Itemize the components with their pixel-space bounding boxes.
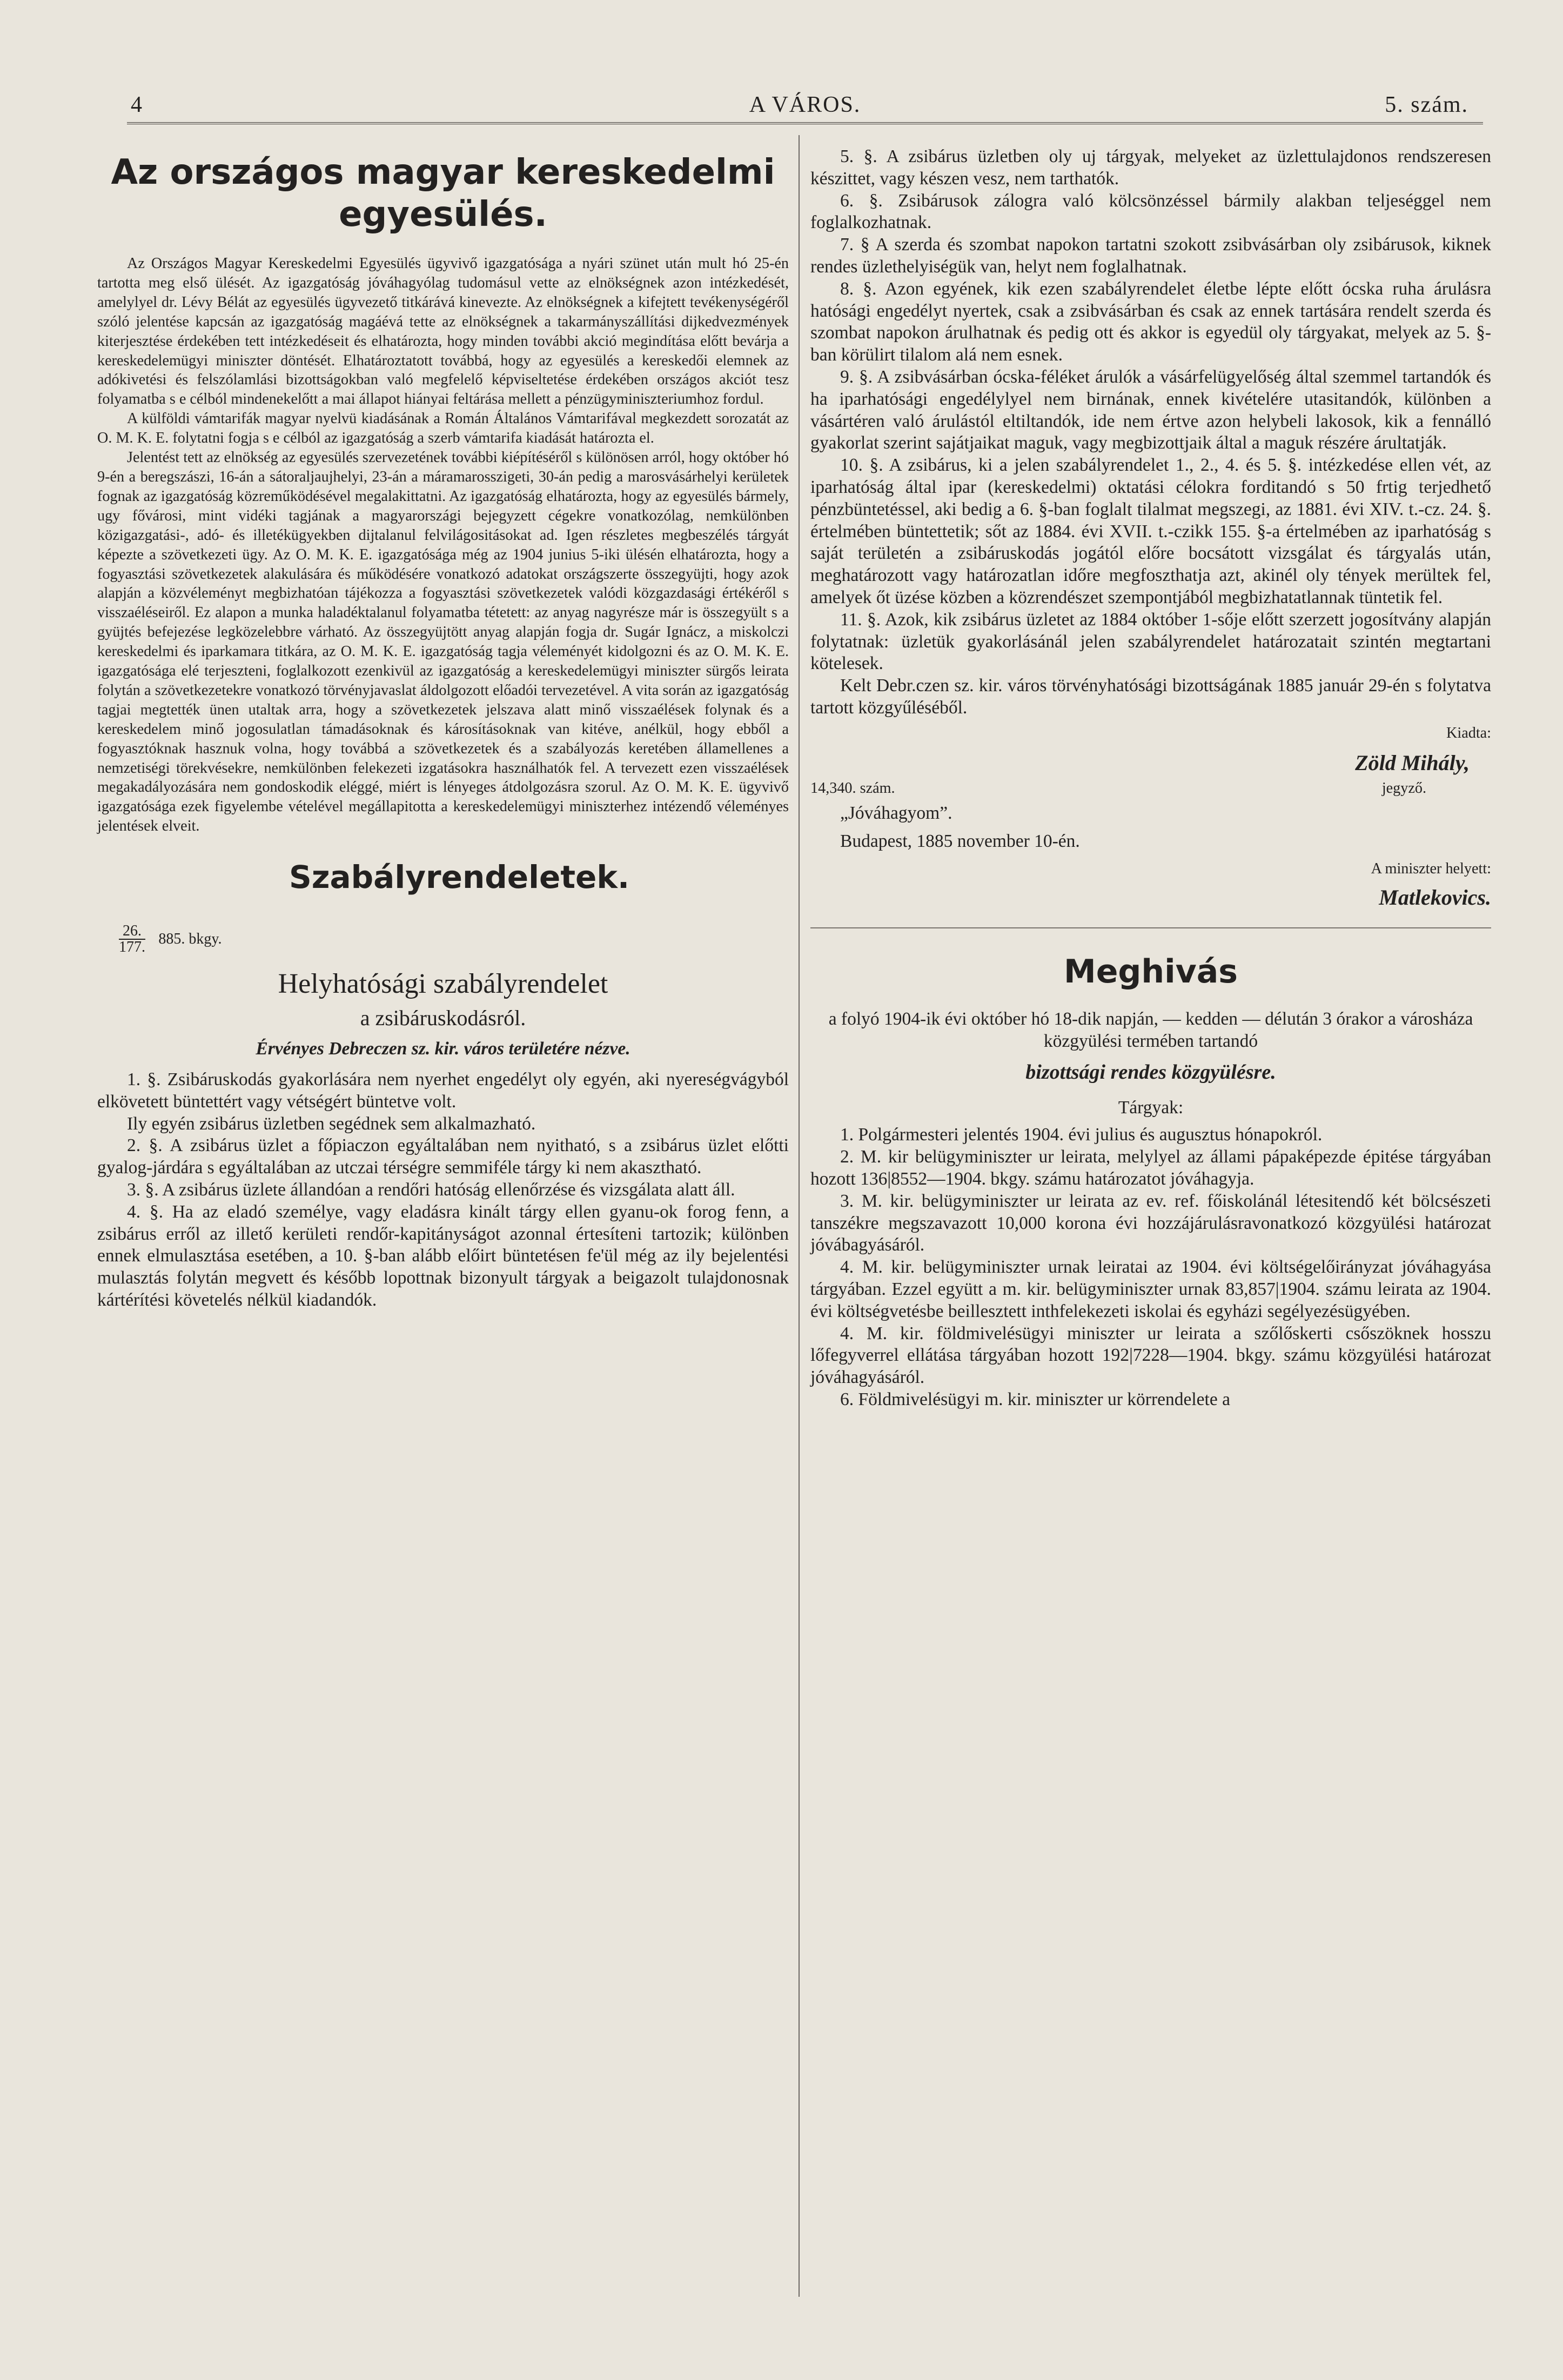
agenda-item: 6. Földmivelésügyi m. kir. miniszter ur körrendelete a bbox=[840, 1389, 1230, 1409]
minister-name: Matlekovics. bbox=[1379, 885, 1491, 910]
agenda-item: 1. Polgármesteri jelentés 1904. évi julius és augusztus hónapokról. bbox=[840, 1125, 1323, 1145]
regulation-paragraph: 6. §. Zsibárusok zálogra való kölcsönzéssel bármily alakban teljeséggel nem foglalkozhatnak. bbox=[810, 190, 1491, 233]
agenda-list bbox=[810, 1124, 1491, 1410]
regulation-paragraph: 1. §. Zsibáruskodás gyakorlására nem nyerhet engedélyt oly egyén, aki nyereségvágyból elkövetett büntettért vagy vétségért büntetve volt. bbox=[97, 1069, 789, 1112]
regulation-continuation bbox=[810, 146, 1491, 719]
regulation-paragraph: 4. §. Ha az eladó személye, vagy eladásra kinált tárgy ellen gyanu-ok forog fenn, a zsibárus erről az illető kerületi rendőr-kapitányságot azonnal értesíteni tartozik; különben ennek elmulasztása esetében, a 10. §-ban alább előirt büntetésen fe'ül még az ily bejelentési mulasztás folytán megvett és később lopottnak bizonyult tárgyak a beigazolt tulajdonosnak kártérítési követelés nélkül kiadandók. bbox=[97, 1201, 789, 1310]
page-number: 4 bbox=[131, 92, 143, 117]
regulation-paragraph: 5. §. A zsibárus üzletben oly uj tárgyak, melyeket az üzlettulajdonos rendszeresen készittet, vagy készen vesz, nem tarthatók. bbox=[810, 146, 1491, 189]
regulation-validity: Érvényes Debreczen sz. kir. város területére nézve. bbox=[256, 1039, 630, 1059]
issue-number: 5. szám. bbox=[1385, 92, 1468, 117]
article-title-kereskedelmi: Az országos magyar kereskedelmi egyesülés. bbox=[111, 152, 775, 235]
invitation-meeting: bizottsági rendes közgyülésre. bbox=[1025, 1060, 1276, 1084]
approval-number: 14,340. szám. bbox=[810, 779, 895, 797]
reference-text: 885. bkgy. bbox=[158, 930, 222, 947]
section-rule bbox=[810, 927, 1491, 928]
regulation-title: Helyhatósági szabályrendelet bbox=[278, 968, 608, 1000]
regulation-paragraph: 10. §. A zsibárus, ki a jelen szabályrendelet 1., 2., 4. és 5. §. intézkedése ellen vét, az iparhatóság által ipar (kereskedelmi) oktatási célokra forditandó s 50 frtig terjedhető pénzbüntetéssel, aki bedig a 6. §-ban foglalt tilalmat megszegi, az 1881. évi XIV. t.-cz. 24. §. értelmében büntettetik; sőt az 1884. évi XVII. t.-czikk 155. §-a értelmében az iparhatóság s saját területén a zsibáruskodás jogától előre bocsátott vizsgálat és tárgyalás után, meghatározott vagy határozatlan időre megfoszthatja azt, akinél oly tények merültek fel, amelyek őt üzése közben a közrendészet szempontjából megbizhatatlannak tüntetik fel. bbox=[810, 455, 1491, 607]
column-divider bbox=[799, 135, 800, 2297]
minister-label: A miniszter helyett: bbox=[1371, 860, 1491, 878]
agenda-item: 3. M. kir. belügyminiszter ur leirata az ev. ref. főiskolánál létesitendő két bölcsészeti tanszékre megszavazott 10,000 korona évi hozzájárulásravonatkozó közgyülési határozat jóvábagyásáról. bbox=[810, 1191, 1491, 1255]
section-title-szabalyrendeletek: Szabályrendeletek. bbox=[289, 859, 629, 896]
regulation-paragraph: 2. §. A zsibárus üzlet a főpiaczon egyáltalában nem nyitható, s a zsibárus üzlet előtti gyalog-járdára s egyáltalában az utczai térségre semmiféle tárgy ki nem akasztható. bbox=[97, 1135, 789, 1178]
article-paragraph: Jelentést tett az elnökség az egyesülés szervezetének további kiépítéséről s különösen arról, hogy október hó 9-én a beregszászi, 16-án a sátoraljaujhelyi, 23-án a máramarosszigeti, 30-án pedig a marosvásárhelyi kerületek fognak az igazgatóság közreműködésével megalakittatni. Az igazgatóság elhatározta, hogy az egyesülés bármely, ugy fővárosi, mint vidéki tagjának a magyarországi bejegyzett cégekre vonatkozólag, nemkülönben közigazgatási-, adó- és illetékügyekben dijtalanul felvilágositásokat ad. Igen részletes megbeszélés tárgyát képezte a szövetkezeti ügy. Az O. M. K. E. igazgatósága még az 1904 junius 5-iki ülésén elhatározta, hogy a fogyasztási szövetkezetek alakulására és működésére vonatkozó adatokat országszerte összegyüjti, hogy azok alapján a közvéleményt megbizhatóan tájékozza a fogyasztási szövetkezetek valódi közgazdasági értékéről s visszaéléseiről. Ez alapon a munka haladéktalanul folyamatba tétetett: az anyag nagyrésze már is összegyült s a gyüjtés befejezése legközelebbre várható. Az összegyüjtött anyag alapján fogja dr. Sugár Ignácz, a miskolczi kereskedelmi és iparkamara titkára, az O. M. K. E. igazgatóság tagja véleményét kidolgozni és az O. M. K. E. igazgatósága elé terjeszteni, foglalkozott ezenkivül az igazgatóság a kereskedelemügyi miniszter sürgős leirata folytán a szövetkezetekre vonatkozó törvényjavaslat áldolgozott előadói tervezetével. A vita során az igazgatóság tagjai megtették ünen utaltak arra, hogy a szövetkezetek jelszava alatt minő visszaélések folynak és a kereskedelem minő jogosulatlan támadásoknak és károsításoknak van kitéve, anélkül, hogy ebből a fogyasztóknak hasznuk volna, hogy továbbá a szövetkezetek és a szabályozás keretében államellenes a nemzetiségi törekvésekre, nemkülönben felekezeti izgatásokra használhatók fel. A tervezett ezen visszaélések megakadályozására nem gondoskodik eléggé, miért is lényeges átdolgozásra szorul. Az O. M. K. E. ügyvivő igazgatósága ezek figyelembe vételével megállapitotta a kereskedelemügyi miniszterhez intézendő véleményes jelentések elveit. bbox=[97, 449, 789, 835]
right-column bbox=[810, 146, 1491, 1411]
invitation-intro: a folyó 1904-ik évi október hó 18-dik napján, — kedden — délután 3 órakor a városháza közgyülési termében tartandó bbox=[828, 1009, 1473, 1051]
agenda-item: 4. M. kir. földmivelésügyi miniszter ur leirata a szőlőskerti csőszöknek hosszu lőfegyverrel ellátása tárgyában hozott 192|7228—1904. bkgy. számu közgyülési határozat jóváhagyásáról. bbox=[810, 1323, 1491, 1388]
article-body-kereskedelmi bbox=[97, 254, 789, 836]
regulation-paragraph: 11. §. Azok, kik zsibárus üzletet az 1884 október 1-sője előtt szerzett jogosítvány alapján folytatnak: üzletük gyakorlásánál jelen szabályrendelet határozatait szintén megtartani kötelesek. bbox=[810, 609, 1491, 674]
publisher-role: jegyző. bbox=[1381, 779, 1426, 797]
approval-row bbox=[810, 779, 1491, 798]
regulation-paragraph: 8. §. Azon egyének, kik ezen szabályrendelet életbe lépte előtt ócska ruha árulásra hatósági engedélyt nyertek, csak a zsibvásárban és csak az ennek tartására rendelt szerda és szombat napokon árulhatnak és pedig ott és akkor is egyedül oly tárgyakat, melyek az 5. §-ban körülirt tilalom alá nem esnek. bbox=[810, 278, 1491, 365]
regulation-paragraph: 7. § A szerda és szombat napokon tartatni szokott zsibvásárban oly zsibárusok, kiknek rendes üzlethelyiségük van, helyt nem foglalhatnak. bbox=[810, 235, 1491, 277]
approval-word: „Jóváhagyom”. bbox=[840, 803, 952, 823]
agenda-item: 2. M. kir belügyminiszter ur leirata, melylyel az állami pápaképezde épitése tárgyában hozott 136|8552—1904. bkgy. számu határozatot jóváhagyja. bbox=[810, 1147, 1491, 1189]
regulation-paragraph: 3. §. A zsibárus üzlete állandóan a rendőri hatóság ellenőrzése és vizsgálata alatt áll. bbox=[127, 1179, 735, 1200]
invitation-title: Meghivás bbox=[1064, 953, 1238, 991]
article-paragraph: Az Országos Magyar Kereskedelmi Egyesülés ügyvivő igazgatósága a nyári szünet után mult hó 25-én tartotta meg első ülését. Az igazgatóság jóváhagyólag tudomásul vette az elnökségnek azon intézkedését, amelylyel dr. Lévy Bélát az egyesülés ügyvezető titkárává kinevezte. Az elnökségnek a kifejtett tevékenységéről szóló jelentése kapcsán az igazgatóság magáévá tette az elnökségnek a takarmányszállítási dijkedvezmények kiterjesztése érdekében tett intézkedéseit és elhatározta, hogy minden további akció megindítása előtt bevárja a kereskedelemügyi miniszter döntését. Elhatároztatott továbbá, hogy az egyesülés a kereskedői elemnek az adókivetési és felszólamlási bizottságokban való megfelelő képviseltetése érdekében országos akciót tesz folyamatba s e célból mindenekelőtt a mai állapot hiányai feltárása mellett a pénzügyminiszteriumhoz fordul. bbox=[97, 255, 789, 408]
approval-place-date: Budapest, 1885 november 10-én. bbox=[840, 831, 1080, 852]
reference-fraction: $\frac{26.}{177.}$ bbox=[119, 922, 145, 956]
journal-title: A VÁROS. bbox=[749, 92, 861, 117]
article-paragraph: A külföldi vámtarifák magyar nyelvü kiadásának a Román Általános Vámtarifával megkezdett sorozatát az O. M. K. E. folytatni fogja s e célból az igazgatóság a szerb vámtarifa kiadását határozta el. bbox=[97, 410, 789, 447]
subjects-label: Tárgyak: bbox=[1118, 1097, 1184, 1118]
publisher-label: Kiadta: bbox=[1446, 724, 1491, 741]
regulation-paragraph: Kelt Debr.czen sz. kir. város törvényhatósági bizottságának 1885 január 29-én s folytatva tartott közgyűléséből. bbox=[810, 676, 1491, 718]
reference-number bbox=[119, 924, 789, 955]
left-column bbox=[97, 146, 789, 1312]
regulation-subtitle: a zsibáruskodásról. bbox=[360, 1006, 526, 1031]
publisher-name: Zöld Mihály, bbox=[1355, 750, 1470, 775]
agenda-item: 4. M. kir. belügyminiszter urnak leiratai az 1904. évi költségelőirányzat jóváhagyása tárgyában. Ezzel együtt a m. kir. belügyminiszter urnak 83,857|1904. számu leirata az 1904. évi költségvetésbe beillesztett inthfelekezeti iskolai és egyházi segélyezésügyében. bbox=[810, 1257, 1491, 1321]
header-rule bbox=[127, 122, 1483, 124]
regulation-paragraph: 9. §. A zsibvásárban ócska-féléket árulók a vásárfelügyelőség által szemmel tartandók és ha iparhatósági engedélylyel nem birnának, ennek kivételére utasitandók, különben a vásártéren való árulástól eltiltandók, ide nem értve azon helybeli lakosok, kik a fennálló gyakorlat szerint sajátjaikat maguk, vagy megbizottjaik által a maguk részére árultatják. bbox=[810, 366, 1491, 453]
regulation-paragraph: Ily egyén zsibárus üzletben segédnek sem alkalmazható. bbox=[127, 1113, 536, 1134]
regulation-body bbox=[97, 1069, 789, 1312]
